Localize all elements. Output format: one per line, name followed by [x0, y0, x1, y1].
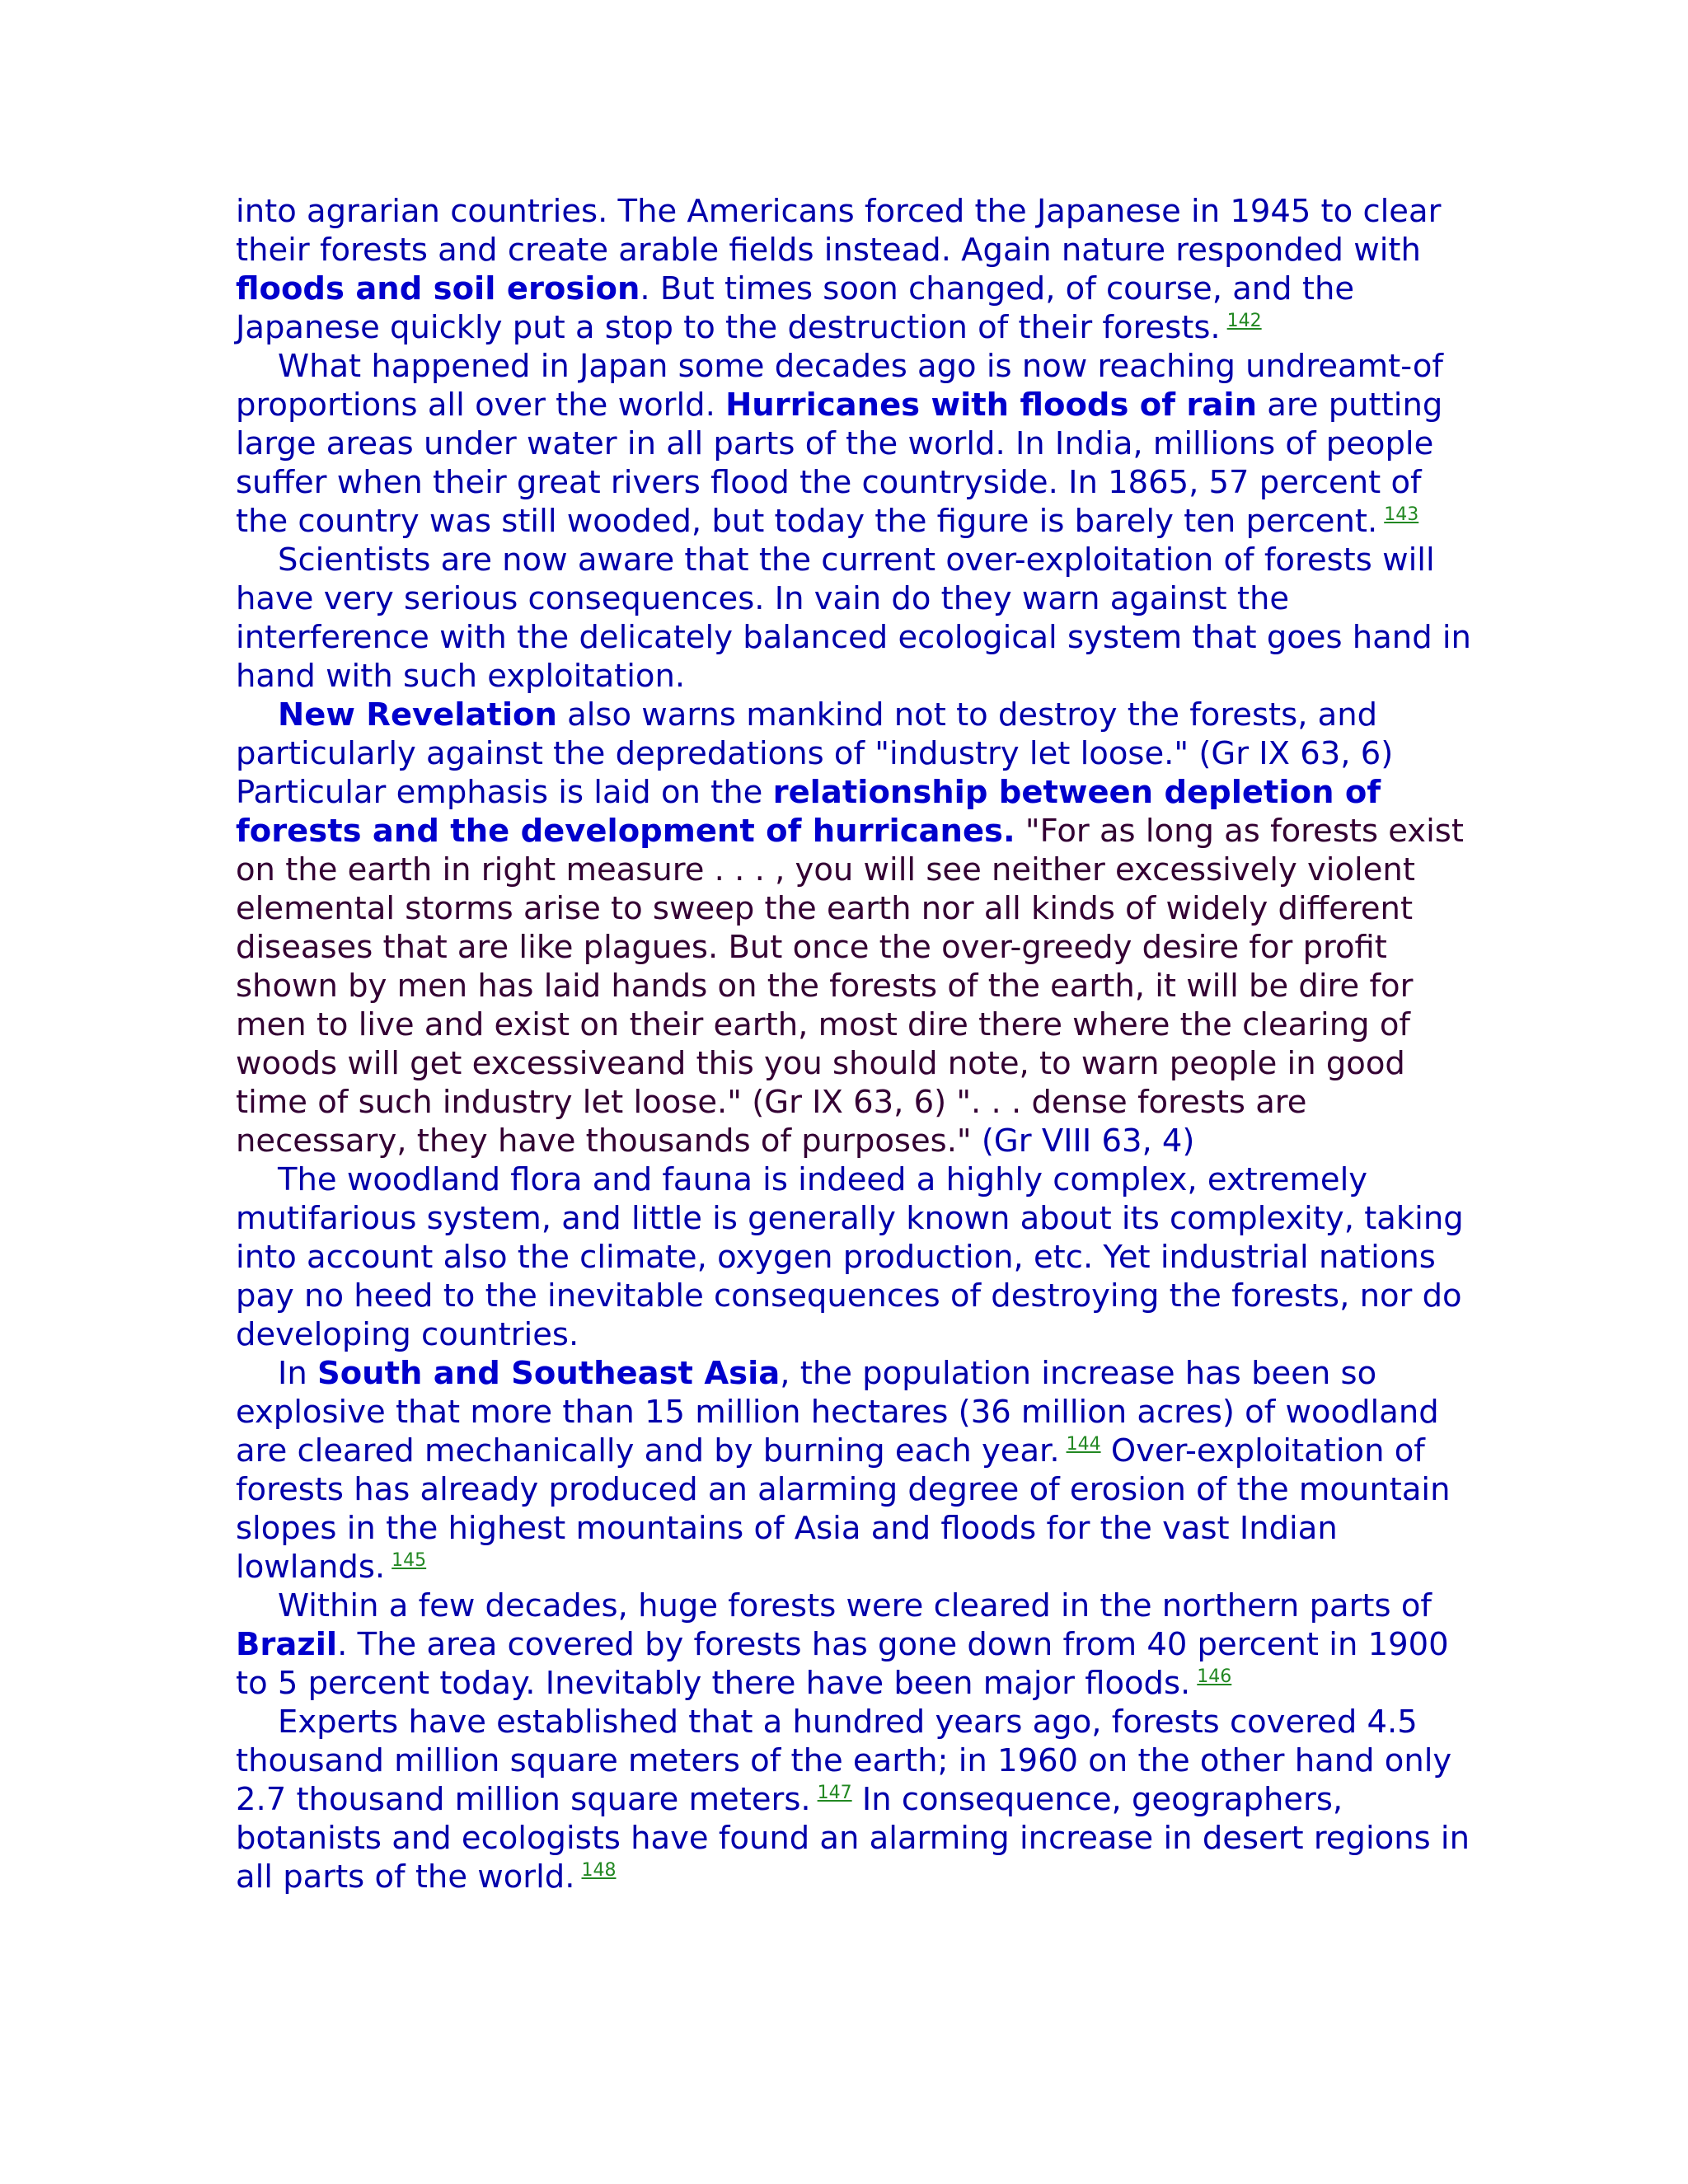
footnote-link[interactable]: 147 — [817, 1783, 852, 1803]
footnote-link[interactable]: 145 — [392, 1550, 427, 1571]
footnote-link[interactable]: 144 — [1066, 1434, 1101, 1455]
footnote-link[interactable]: 148 — [581, 1860, 617, 1881]
paragraph — [236, 347, 1472, 541]
paragraph — [236, 696, 1472, 1160]
quoted-text: "For as long as forests exist on the earth in right measure . . . , you will see neither excessively violent elemental storms arise to sweep the earth nor all kinds of widely different diseases that are like plagues. But once the over-greedy desire for profit shown by men has laid hands on the forests of the earth, it will be dire for men to live and exist on their earth, most dire there where the clearing of woods will get excessiveand this you should note, to warn people in good time of such industry let loose." (Gr IX 63, 6) ". . . dense forests are necessary, they have thousands of purposes." — [236, 813, 1464, 1160]
body-text: (Gr VIII 63, 4) — [971, 1122, 1195, 1160]
body-text — [1015, 813, 1025, 850]
body-text: What happened in Japan some decades ago is now reaching undreamt-of proportions all over the world. — [236, 348, 1443, 424]
paragraph — [236, 541, 1472, 696]
body-text: into agrarian countries. The Americans forced the Japanese in 1945 to clear their forests and create arable fields instead. Again nature responded with — [236, 193, 1442, 269]
footnote-link[interactable]: 142 — [1226, 311, 1262, 331]
paragraph — [236, 1586, 1472, 1703]
bold-text: New Revelation — [278, 696, 557, 733]
paragraph — [236, 1703, 1472, 1896]
bold-text: South and Southeast Asia — [317, 1355, 781, 1392]
bold-text: Hurricanes with floods of rain — [725, 387, 1257, 424]
footnote-link[interactable]: 146 — [1197, 1666, 1232, 1687]
body-text: Over-exploitation of forests has already produced an alarming degree of erosion of the mountain slopes in the highest mountains of Asia and floods for the vast Indian lowlands. — [236, 1432, 1451, 1586]
body-text: are putting large areas under water in all parts of the world. In India, millions of people suffer when their great rivers flood the countryside. In 1865, 57 percent of the country was still wooded, but today the figure is barely ten percent. — [236, 387, 1443, 540]
body-text: The woodland flora and fauna is indeed a highly complex, extremely mutifarious system, and little is generally known about its complexity, taking into account also the climate, oxygen production, etc. Yet industrial nations pay no heed to the inevitable consequences of destroying the forests, nor do developing countries. — [236, 1161, 1464, 1353]
paragraph — [236, 1354, 1472, 1586]
paragraph — [236, 1160, 1472, 1354]
body-text: In — [278, 1355, 317, 1392]
body-text: Scientists are now aware that the current over-exploitation of forests will have very serious consequences. In vain do they warn against the interference with the delicately balanced ecological system that goes hand in hand with such exploitation. — [236, 541, 1471, 695]
body-text: In consequence, geographers, botanists and ecologists have found an alarming increase in desert regions in all parts of the world. — [236, 1781, 1470, 1896]
bold-text: relationship between depletion of forests and the development of hurricanes. — [236, 774, 1381, 850]
bold-text: Brazil — [236, 1626, 338, 1663]
body-text: Experts have established that a hundred years ago, forests covered 4.5 thousand million square meters of the earth; in 1960 on the other hand only 2.7 thousand million square meters. — [236, 1704, 1452, 1818]
body-text: . The area covered by forests has gone down from 40 percent in 1900 to 5 percent today. Inevitably there have been major floods. — [236, 1626, 1449, 1702]
page-body — [236, 192, 1472, 1896]
bold-text: floods and soil erosion — [236, 270, 640, 307]
body-text: also warns mankind not to destroy the forests, and particularly against the depredations of "industry let loose." (Gr IX 63, 6) Particular emphasis is laid on the — [236, 696, 1394, 811]
body-text: . But times soon changed, of course, and the Japanese quickly put a stop to the destruction of their forests. — [236, 270, 1355, 346]
paragraph — [236, 192, 1472, 347]
body-text: , the population increase has been so explosive that more than 15 million hectares (36 million acres) of woodland are cleared mechanically and by burning each year. — [236, 1355, 1439, 1469]
body-text: Within a few decades, huge forests were cleared in the northern parts of — [278, 1587, 1432, 1624]
footnote-link[interactable]: 143 — [1384, 504, 1419, 525]
